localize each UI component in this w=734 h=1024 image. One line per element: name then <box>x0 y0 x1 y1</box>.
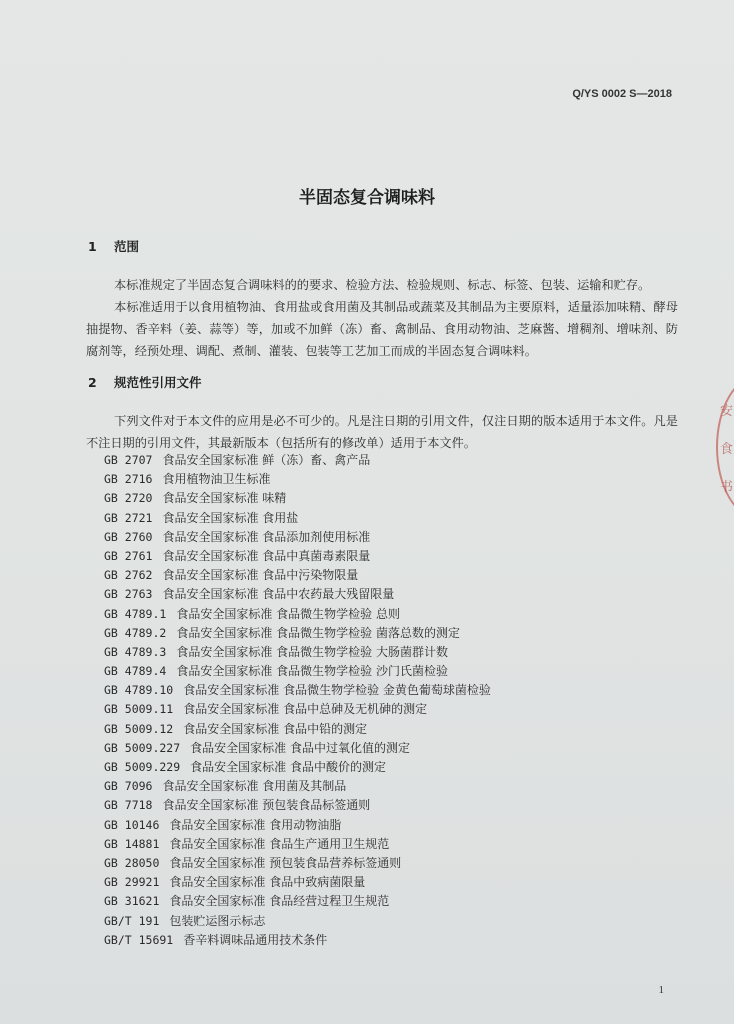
document-title: 半固态复合调味料 <box>299 188 435 208</box>
reference-title: 食品安全国家标准 食品微生物学检验 总则 <box>176 606 400 621</box>
reference-code: GB 2761 <box>104 548 153 563</box>
reference-item <box>104 796 491 815</box>
reference-code: GB 4789.3 <box>104 644 167 659</box>
reference-title: 食品安全国家标准 食品经营过程卫生规范 <box>169 894 390 909</box>
reference-code: GB 29921 <box>104 875 160 890</box>
reference-code: GB 4789.1 <box>104 606 167 621</box>
section-1-paragraph-2: 本标准适用于以食用植物油、食用盐或食用菌及其制品或蔬菜及其制品为主要原料，适量添加味精、酵母抽提物、香辛料（姜、蒜等）等，加或不加鲜（冻）畜、禽制品、食用动物油、芝麻酱、增稠剂、增味剂、防腐剂等，经预处理、调配、煮制、灌装、包装等工艺加工而成的半固态复合调味料。 <box>86 300 678 358</box>
reference-code: GB 2721 <box>104 510 153 525</box>
reference-item <box>104 451 491 470</box>
reference-code: GB/T 15691 <box>104 932 174 947</box>
section-2-title: 规范性引用文件 <box>114 375 202 390</box>
section-1-title: 范围 <box>114 239 140 254</box>
seal-character: 书 <box>720 480 734 495</box>
reference-code: GB 4789.4 <box>104 664 167 679</box>
seal-character: 安 <box>720 404 734 419</box>
reference-title: 食品安全国家标准 食品微生物学检验 大肠菌群计数 <box>176 644 448 659</box>
reference-code: GB 2760 <box>104 529 153 544</box>
reference-title: 食品安全国家标准 食品中酸价的测定 <box>190 760 386 774</box>
reference-code: GB 5009.11 <box>104 702 174 717</box>
standard-code: Q/YS 0002 S—2018 <box>572 88 672 100</box>
reference-item <box>104 528 491 547</box>
reference-code: GB 7096 <box>104 779 153 794</box>
reference-title: 食品安全国家标准 食品微生物学检验 沙门氏菌检验 <box>176 664 448 679</box>
reference-title: 食品安全国家标准 食品中农药最大残留限量 <box>162 587 395 602</box>
reference-code: GB/T 191 <box>104 913 160 928</box>
reference-code: GB 31621 <box>104 894 160 909</box>
reference-code: GB 2707 <box>104 453 153 467</box>
reference-title: 食品安全国家标准 食品中铅的测定 <box>183 721 368 736</box>
reference-title: 食品安全国家标准 食用盐 <box>162 510 299 525</box>
reference-code: GB 2720 <box>104 491 153 506</box>
reference-item <box>104 739 491 758</box>
reference-item <box>104 873 491 892</box>
reference-item <box>104 566 491 585</box>
reference-item <box>104 892 491 911</box>
reference-code: GB 2716 <box>104 472 153 487</box>
reference-title: 包装贮运图示标志 <box>169 913 266 928</box>
section-1-heading <box>88 237 139 255</box>
reference-code: GB 4789.2 <box>104 625 167 640</box>
reference-item <box>104 624 491 643</box>
reference-item <box>104 470 491 489</box>
reference-item <box>104 777 491 796</box>
reference-item <box>104 681 491 700</box>
reference-title: 食品安全国家标准 食用动物油脂 <box>169 817 342 832</box>
reference-title: 食品安全国家标准 鲜（冻）畜、禽产品 <box>162 453 371 467</box>
section-2-heading <box>88 373 202 391</box>
reference-code: GB 14881 <box>104 836 160 851</box>
reference-title: 食品安全国家标准 食品添加剂使用标准 <box>162 529 371 544</box>
reference-code: GB 28050 <box>104 855 160 870</box>
seal-character: 食 <box>720 442 734 457</box>
reference-code: GB 4789.10 <box>104 683 174 698</box>
reference-code: GB 5009.12 <box>104 721 174 736</box>
reference-code: GB 2763 <box>104 587 153 602</box>
reference-item <box>104 662 491 681</box>
reference-title: 香辛料调味品通用技术条件 <box>183 932 328 947</box>
reference-code: GB 5009.229 <box>104 760 181 774</box>
reference-item <box>104 509 491 528</box>
reference-title: 食品安全国家标准 味精 <box>162 491 287 506</box>
page-number: 1 <box>658 984 664 996</box>
section-1-number: 1 <box>88 239 97 254</box>
reference-title: 食品安全国家标准 食品微生物学检验 金黄色葡萄球菌检验 <box>183 683 491 698</box>
reference-title: 食品安全国家标准 食品中致病菌限量 <box>169 875 366 890</box>
reference-list <box>104 451 491 950</box>
reference-item <box>104 547 491 566</box>
reference-code: GB 10146 <box>104 817 160 832</box>
reference-item <box>104 585 491 604</box>
section-1-paragraph-1: 本标准规定了半固态复合调味料的的要求、检验方法、检验规则、标志、标签、包装、运输和贮存。 <box>114 278 651 292</box>
section-2-intro: 下列文件对于本文件的应用是必不可少的。凡是注日期的引用文件，仅注日期的版本适用于本文件。凡是不注日期的引用文件，其最新版本（包括所有的修改单）适用于本文件。 <box>86 414 678 450</box>
section-2-number: 2 <box>88 375 97 390</box>
reference-title: 食品安全国家标准 预包装食品营养标签通则 <box>169 855 402 870</box>
reference-title: 食品安全国家标准 食用菌及其制品 <box>162 779 347 794</box>
reference-code: GB 7718 <box>104 798 153 813</box>
reference-item <box>104 700 491 719</box>
reference-title: 食品安全国家标准 食品微生物学检验 菌落总数的测定 <box>176 625 460 640</box>
reference-item <box>104 816 491 835</box>
reference-code: GB 5009.227 <box>104 740 181 755</box>
reference-title: 食品安全国家标准 食品中污染物限量 <box>162 568 359 583</box>
reference-title: 食品安全国家标准 食品中过氧化值的测定 <box>190 740 410 755</box>
reference-title: 食品安全国家标准 食品中总砷及无机砷的测定 <box>183 702 428 717</box>
red-seal-stamp <box>712 375 734 515</box>
reference-title: 食品安全国家标准 食品中真菌毒素限量 <box>162 548 371 563</box>
reference-code: GB 2762 <box>104 568 153 583</box>
reference-title: 食品安全国家标准 食品生产通用卫生规范 <box>169 836 390 851</box>
reference-item <box>104 643 491 662</box>
reference-item <box>104 835 491 854</box>
reference-item <box>104 720 491 739</box>
reference-title: 食品安全国家标准 预包装食品标签通则 <box>162 798 371 813</box>
reference-item <box>104 931 491 950</box>
reference-item <box>104 912 491 931</box>
reference-item <box>104 854 491 873</box>
reference-item <box>104 758 491 777</box>
reference-item <box>104 605 491 624</box>
reference-title: 食用植物油卫生标准 <box>162 472 271 487</box>
reference-item <box>104 489 491 508</box>
